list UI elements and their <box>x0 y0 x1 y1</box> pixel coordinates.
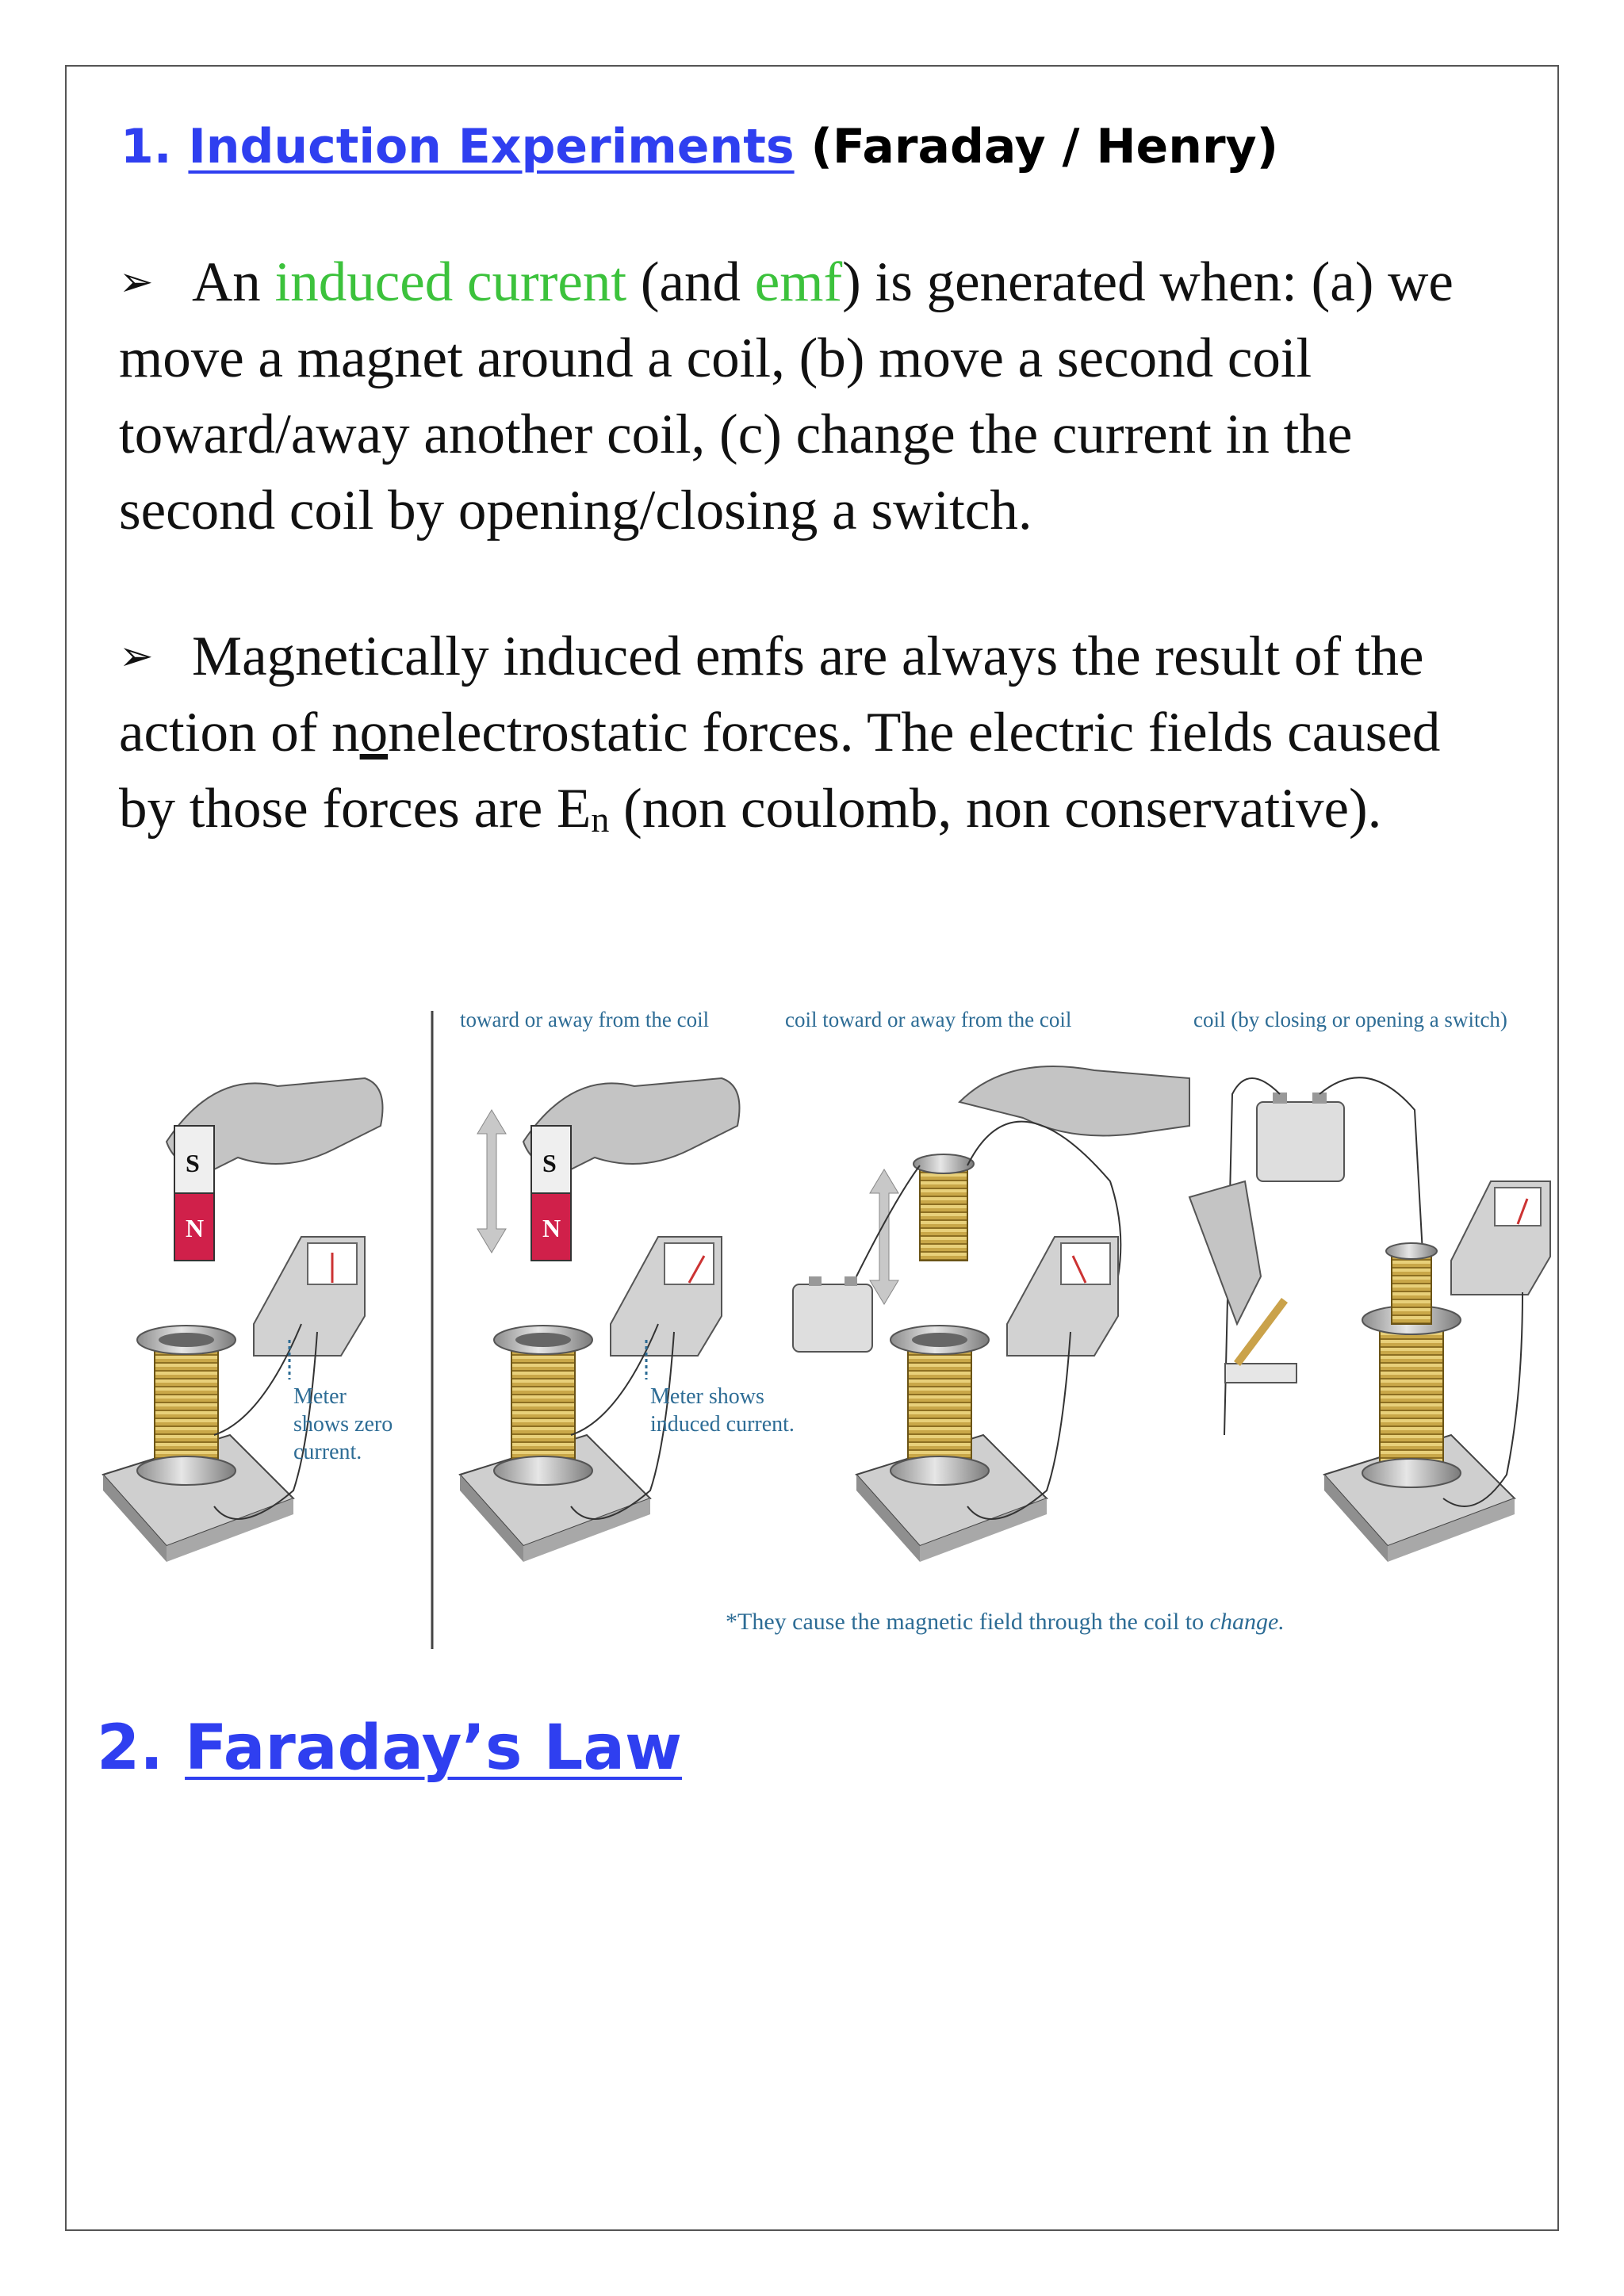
hand-icon <box>959 1066 1189 1136</box>
bullet-arrow-icon: ➢ <box>119 633 154 680</box>
bullet-paragraph-2: ➢ Magnetically induced emfs are always the result of the action of nonelectrostatic forces. The electric fields caused by those forces are $E_n$ (non coulomb, non conservative). <box>119 618 1483 858</box>
svg-text:S: S <box>186 1149 200 1177</box>
caption-switch: coil (by closing or opening a switch) <box>1193 1008 1507 1031</box>
section-1-heading <box>121 119 1278 174</box>
panel-b <box>460 1078 795 1562</box>
inner-coil <box>1392 1253 1431 1324</box>
outer-coil <box>1380 1320 1443 1471</box>
panel-d <box>1189 1077 1550 1562</box>
bullet-paragraph-1: ➢ An induced current (and emf) is generated when: (a) we move a magnet around a coil, (b) move a second coil toward/away another coil, (c) change the current in the second coil by opening/closing a switch. <box>119 244 1483 549</box>
coil <box>155 1340 218 1467</box>
label-meter-zero-1: Meter <box>293 1384 347 1409</box>
battery-icon <box>1257 1102 1344 1181</box>
section-2-number: 2. <box>97 1712 163 1784</box>
induced-current-term: induced current <box>274 251 627 313</box>
battery-icon <box>793 1284 872 1352</box>
figure-footnote: *They cause the magnetic field through the coil to change. <box>726 1609 1285 1635</box>
label-meter-induced-1: Meter shows <box>650 1384 764 1409</box>
label-meter-zero-2: shows zero <box>293 1412 393 1437</box>
up-down-arrow-icon <box>477 1110 506 1253</box>
moving-coil <box>920 1165 967 1261</box>
caption-magnet-motion: toward or away from the coil <box>460 1008 710 1031</box>
label-meter-zero-3: current. <box>293 1440 362 1464</box>
coil <box>511 1340 575 1467</box>
emf-term: emf <box>754 251 843 313</box>
bullet-arrow-icon: ➢ <box>119 258 154 306</box>
section-2-heading <box>97 1712 682 1784</box>
svg-text:N: N <box>186 1214 205 1242</box>
section-1-title-link[interactable]: Induction Experiments <box>188 119 795 174</box>
panel-a <box>103 1078 393 1562</box>
up-down-arrow-icon <box>870 1169 898 1304</box>
caption-coil-motion: coil toward or away from the coil <box>785 1008 1072 1031</box>
svg-text:S: S <box>542 1149 557 1177</box>
label-meter-induced-2: induced current. <box>650 1412 795 1437</box>
svg-text:N: N <box>542 1214 561 1242</box>
induction-experiments-figure <box>95 991 1554 1657</box>
coil <box>908 1340 971 1467</box>
switch-base <box>1225 1364 1297 1383</box>
section-2-title-link[interactable]: Faraday’s Law <box>185 1712 683 1784</box>
panel-c <box>793 1066 1189 1562</box>
section-1-number: 1. <box>121 119 172 174</box>
hand-icon <box>1189 1181 1261 1324</box>
section-1-title-rest: (Faraday / Henry) <box>810 119 1279 174</box>
